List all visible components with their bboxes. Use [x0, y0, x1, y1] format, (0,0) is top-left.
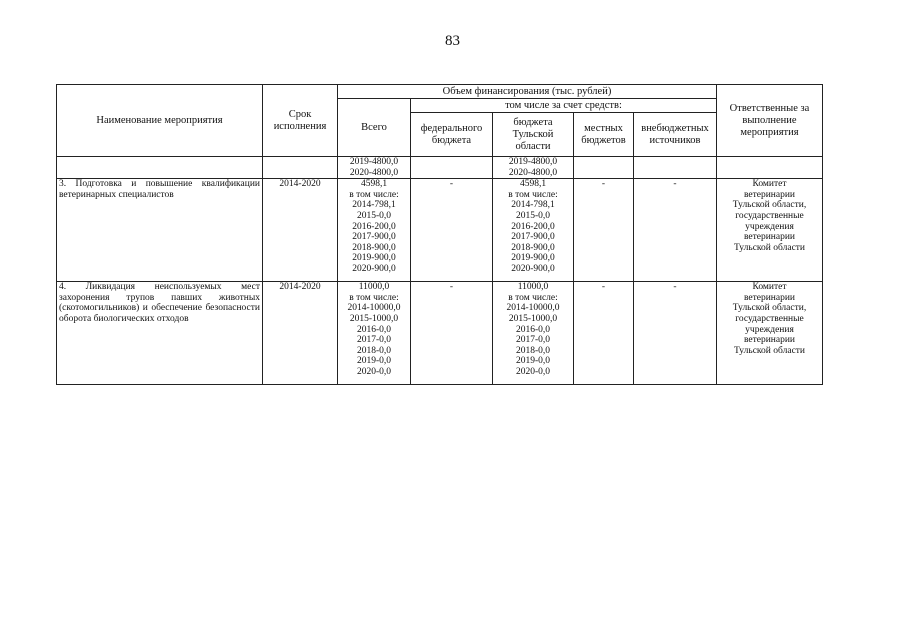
- total-line: 2018-0,0: [356, 345, 392, 356]
- cell-local: -: [574, 179, 634, 282]
- header-federal: федерального бюджета: [411, 113, 493, 157]
- total-line: 2017-0,0: [356, 335, 392, 346]
- cell-name: 3. Подготовка и повышение квалификации ветеринарных специалистов: [57, 179, 263, 282]
- regional-line: 2019-900,0: [511, 253, 555, 264]
- regional-line: 2016-0,0: [515, 324, 551, 335]
- responsible-line: ветеринарии: [743, 189, 796, 200]
- cell-total: [338, 179, 411, 282]
- responsible-line: учреждения: [745, 221, 794, 232]
- total-line: в том числе:: [349, 189, 399, 200]
- header-name: Наименование мероприятия: [57, 85, 263, 157]
- cell-local: [574, 157, 634, 179]
- cell-extra: -: [634, 282, 717, 385]
- cell-federal: -: [411, 282, 493, 385]
- total-line: 2015-0,0: [356, 210, 392, 221]
- regional-line: 2014-798,1: [511, 200, 555, 211]
- regional-line: 2020-900,0: [511, 263, 555, 274]
- page-number: 83: [445, 33, 460, 49]
- cell-responsible: [717, 179, 823, 282]
- responsible-line: государственные: [735, 210, 804, 221]
- responsible-line: государственные: [735, 313, 804, 324]
- cell-responsible: [717, 157, 823, 179]
- financing-table: [56, 84, 823, 385]
- regional-line: 2017-0,0: [515, 335, 551, 346]
- cell-federal: -: [411, 179, 493, 282]
- continuation-row: [57, 157, 823, 179]
- cell-regional: [493, 157, 574, 179]
- regional-line: 2015-1000,0: [508, 313, 558, 324]
- total-line: 11000,0: [358, 282, 390, 293]
- responsible-line: учреждения: [745, 324, 794, 335]
- header-term: Срок исполнения: [263, 85, 338, 157]
- regional-line: 11000,0: [517, 282, 549, 293]
- total-line: 2020-900,0: [352, 263, 396, 274]
- regional-line: 2017-900,0: [511, 232, 555, 243]
- responsible-line: ветеринарии: [743, 335, 796, 346]
- regional-line: 2019-4800,0: [508, 157, 558, 167]
- cell-total: [338, 157, 411, 179]
- cell-term: 2014-2020: [263, 179, 338, 282]
- regional-line: 2016-200,0: [511, 221, 555, 232]
- regional-line: в том числе:: [508, 292, 558, 303]
- cell-federal: [411, 157, 493, 179]
- regional-line: 2015-0,0: [515, 210, 551, 221]
- total-line: 2014-798,1: [352, 200, 396, 211]
- cell-local: -: [574, 282, 634, 385]
- responsible-line: Тульской области: [733, 345, 806, 356]
- cell-name: [57, 157, 263, 179]
- responsible-line: Комитет: [752, 282, 787, 293]
- total-line: 2014-10000,0: [347, 303, 401, 314]
- cell-name: 4. Ликвидация неиспользуемых мест захоронения трупов павших животных (скотомогильников) и обеспечение безопасности оборота биологических отходов: [57, 282, 263, 385]
- cell-extra: [634, 157, 717, 179]
- header-funding: Объем финансирования (тыс. рублей): [338, 85, 717, 99]
- regional-line: 2018-900,0: [511, 242, 555, 253]
- regional-line: 2020-0,0: [515, 366, 551, 377]
- cell-responsible: [717, 282, 823, 385]
- regional-line: 2019-0,0: [515, 356, 551, 367]
- cell-extra: -: [634, 179, 717, 282]
- total-line: 2016-200,0: [352, 221, 396, 232]
- regional-line: 4598,1: [519, 179, 547, 190]
- cell-regional: [493, 179, 574, 282]
- header-local: местных бюджетов: [574, 113, 634, 157]
- regional-line: 2020-4800,0: [508, 167, 558, 178]
- cell-total: [338, 282, 411, 385]
- total-line: в том числе:: [349, 292, 399, 303]
- header-responsible: Ответственные за выполнение мероприятия: [717, 85, 823, 157]
- table-row: [57, 282, 823, 385]
- total-line: 2019-0,0: [356, 356, 392, 367]
- total-line: 2019-900,0: [352, 253, 396, 264]
- total-line: 2019-4800,0: [349, 157, 399, 167]
- responsible-line: ветеринарии: [743, 292, 796, 303]
- header-including: том числе за счет средств:: [411, 99, 717, 113]
- total-line: 2016-0,0: [356, 324, 392, 335]
- regional-line: 2014-10000,0: [506, 303, 560, 314]
- responsible-line: Тульской области,: [732, 303, 807, 314]
- cell-term: 2014-2020: [263, 282, 338, 385]
- total-line: 2020-0,0: [356, 366, 392, 377]
- table-row: [57, 179, 823, 282]
- cell-regional: [493, 282, 574, 385]
- responsible-line: Комитет: [752, 179, 787, 190]
- header-extra: внебюджетных источников: [634, 113, 717, 157]
- total-line: 2017-900,0: [352, 232, 396, 243]
- total-line: 4598,1: [360, 179, 388, 190]
- header-regional: бюджета Тульской области: [493, 113, 574, 157]
- responsible-line: Тульской области: [733, 242, 806, 253]
- header-total: Всего: [338, 99, 411, 157]
- total-line: 2020-4800,0: [349, 167, 399, 178]
- total-line: 2015-1000,0: [349, 313, 399, 324]
- cell-term: [263, 157, 338, 179]
- total-line: 2018-900,0: [352, 242, 396, 253]
- responsible-line: Тульской области,: [732, 200, 807, 211]
- regional-line: в том числе:: [508, 189, 558, 200]
- responsible-line: ветеринарии: [743, 232, 796, 243]
- regional-line: 2018-0,0: [515, 345, 551, 356]
